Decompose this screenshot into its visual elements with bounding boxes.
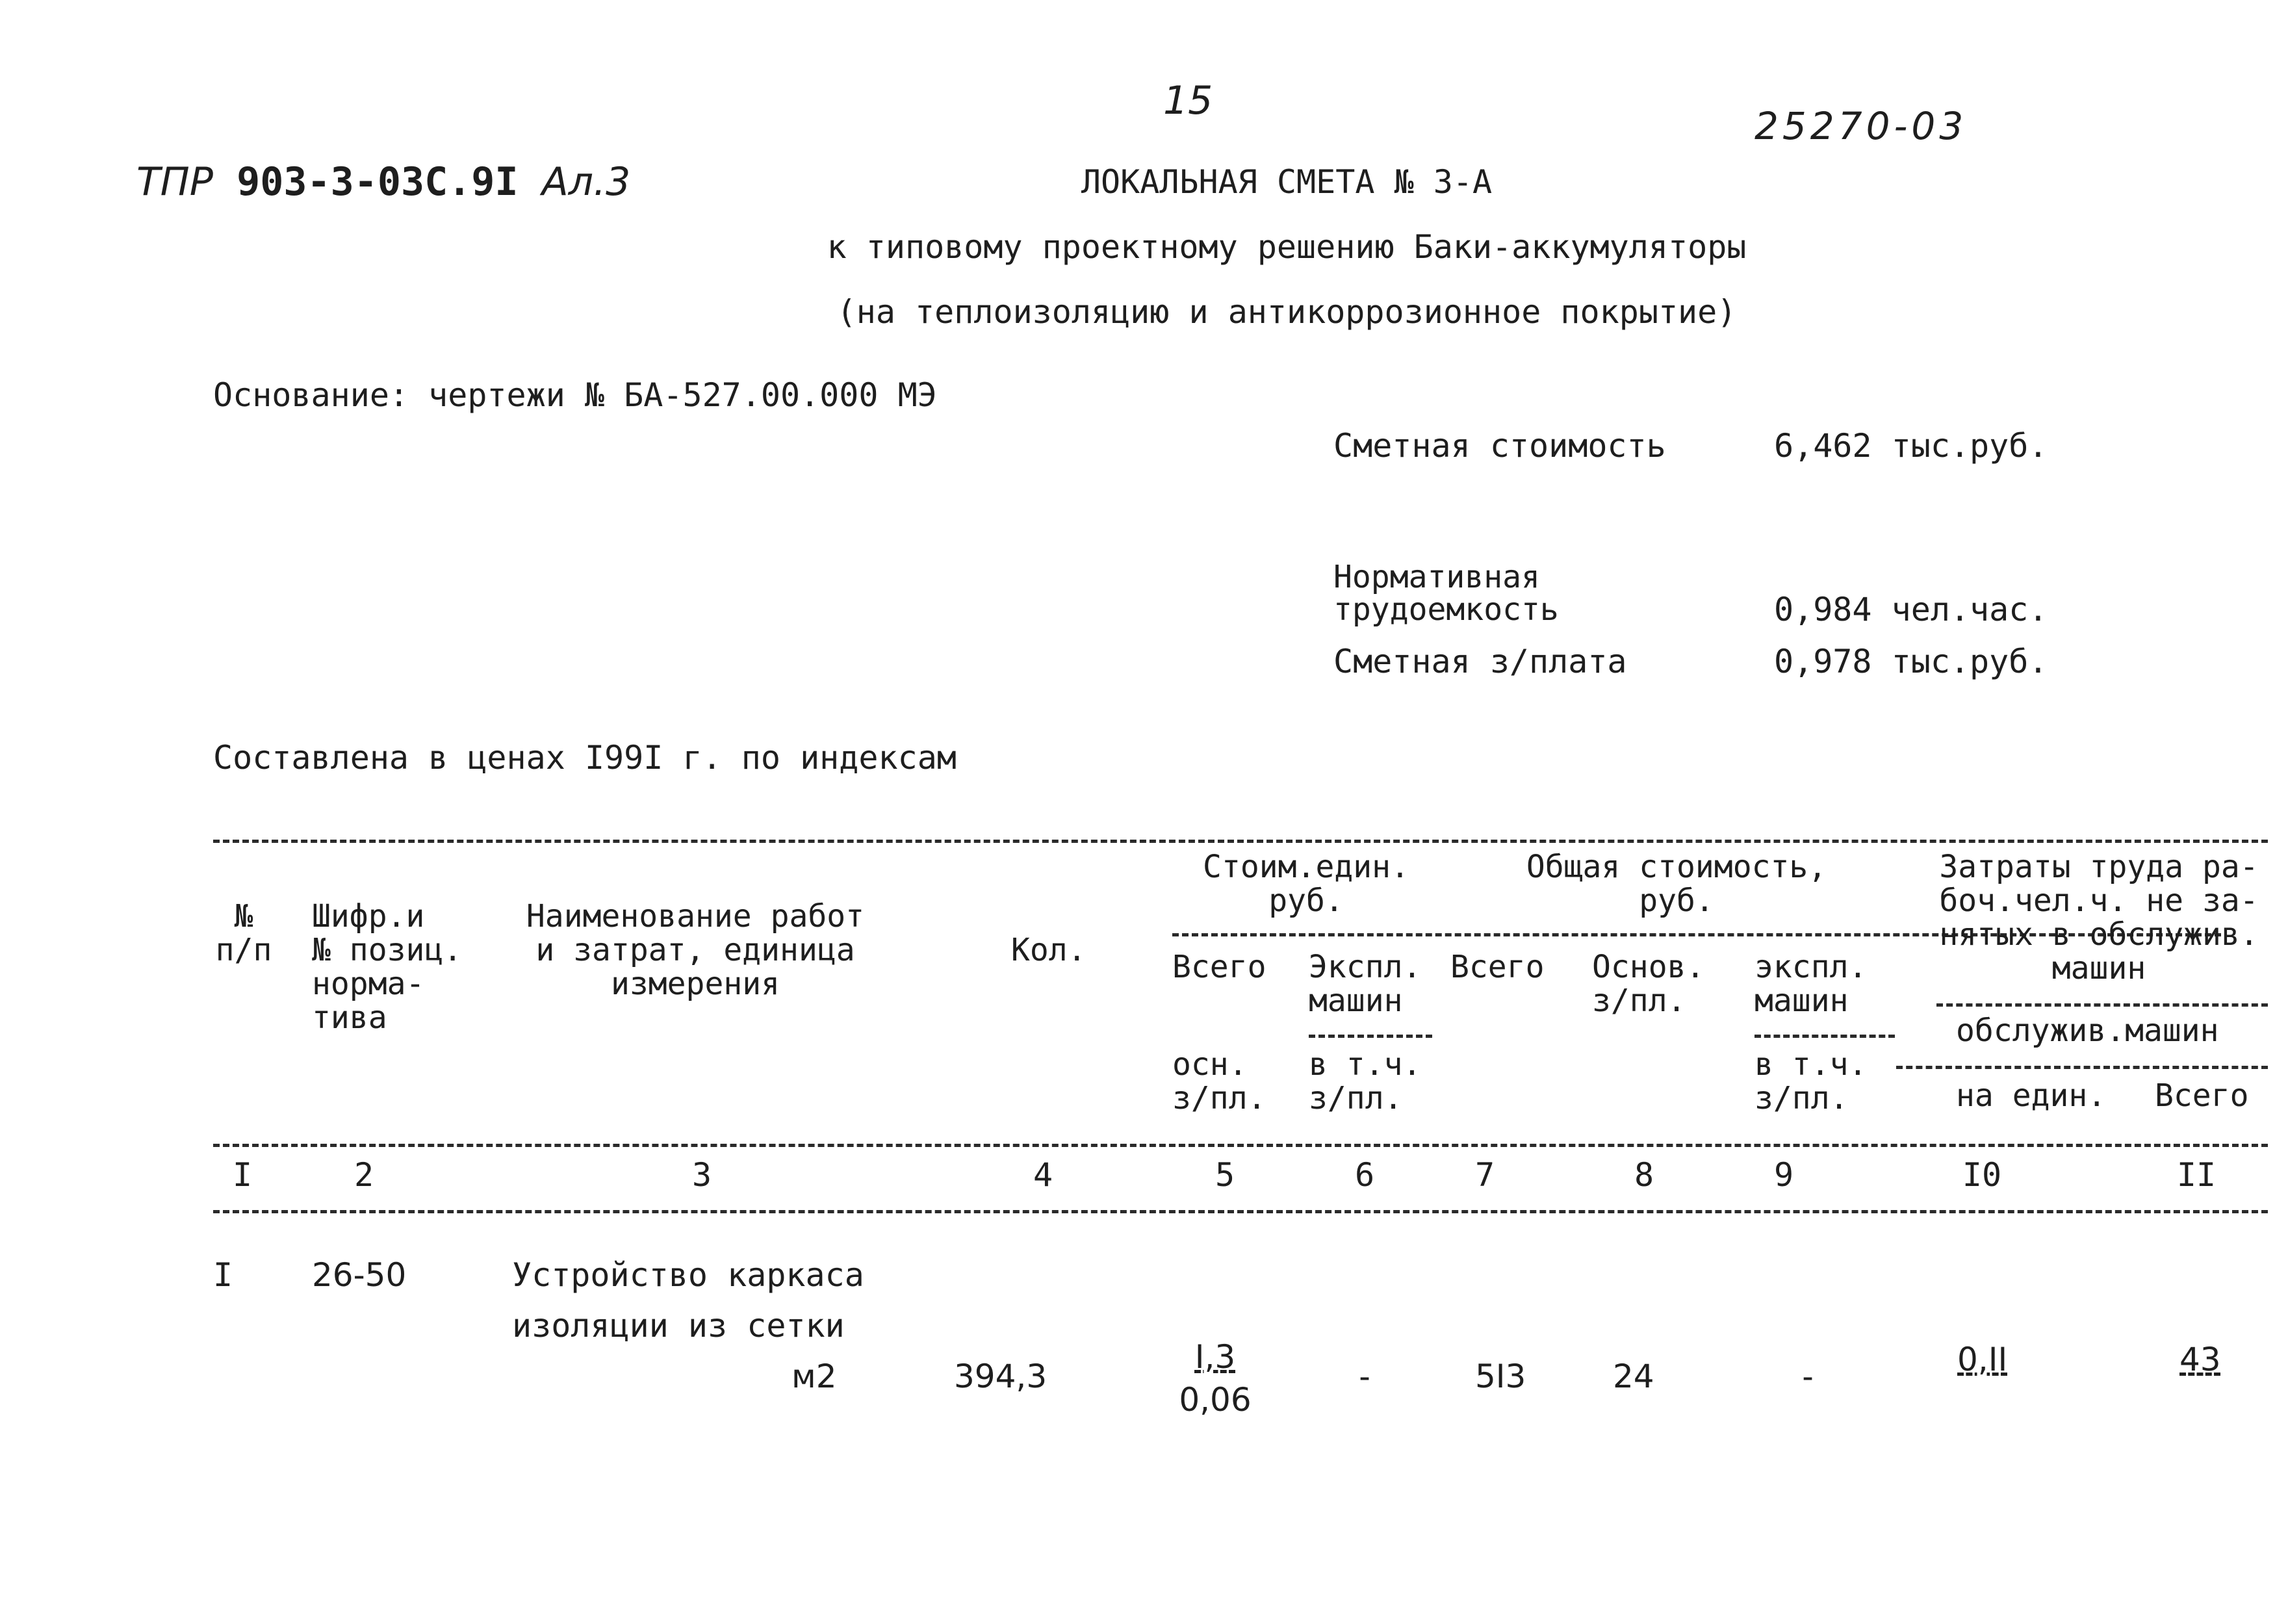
subheader-rule-mid [1755, 1035, 1895, 1038]
header-col-3-line-1: Наименование работ [526, 898, 865, 934]
header-col-9-machines [1755, 950, 1867, 1018]
header-group-unit-line-1: Стоим.един. [1203, 849, 1409, 885]
document-reference [136, 161, 630, 203]
labor-label-2: трудоемкость [1333, 591, 1559, 628]
header-group-total-line-2: руб. [1639, 883, 1714, 919]
column-numbers-rule [213, 1210, 2268, 1213]
header-col-2-line-2: № позиц. [312, 932, 463, 968]
row-1-total: 5I3 [1475, 1358, 1526, 1395]
header-col-6-machines [1309, 950, 1421, 1018]
header-col-8-line-1: Основ. [1592, 949, 1705, 985]
subheader-rule-left [1309, 1035, 1432, 1038]
header-col-3-line-2: и затрат, единица [535, 932, 855, 968]
row-1-code: 26-50 [312, 1256, 407, 1294]
column-number-1: I [232, 1156, 253, 1194]
row-1-number: I [213, 1256, 233, 1294]
header-group-total-cost [1482, 850, 1871, 918]
column-number-5: 5 [1215, 1156, 1235, 1194]
basis-line: Основание: чертежи № БА-527.00.000 МЭ [213, 376, 937, 414]
header-col-6-line-2: машин [1309, 983, 1403, 1019]
header-col-6-incl-wage [1309, 1048, 1421, 1115]
column-number-6: 6 [1354, 1156, 1375, 1194]
header-col-3 [500, 899, 890, 1001]
column-number-11: II [2176, 1156, 2217, 1194]
row-1-total-wage: 24 [1613, 1358, 1654, 1395]
labor-label-1: Нормативная [1333, 559, 1540, 595]
header-group-labor-line-3: нятых в обслужив. [1939, 916, 2259, 953]
row-1-labor-total: 43 [2179, 1341, 2221, 1378]
column-number-8: 8 [1634, 1156, 1654, 1194]
doc-ref-prefix: ТПР [136, 159, 213, 205]
header-group-labor [1923, 850, 2274, 985]
doc-ref-code: 903-3-03С.9I [237, 159, 519, 205]
header-col-1-line-1: № [234, 898, 253, 934]
header-col-3-line-3: измерения [610, 966, 780, 1002]
header-col-9-sub-line-2: з/пл. [1755, 1080, 1849, 1116]
header-bottom-rule [213, 1144, 2268, 1147]
header-col-5-base-wage [1172, 1048, 1266, 1115]
header-col-10-per-unit: на един. [1956, 1077, 2107, 1114]
document-subtitle-2: (на теплоизоляцию и антикоррозионное покрытие) [836, 293, 1737, 331]
subheader-rule-right [1896, 1066, 2268, 1069]
header-col-4: Кол. [1011, 932, 1086, 968]
row-1-unit-cost-wage: 0,06 [1179, 1381, 1252, 1419]
labor-group-rule [1936, 1003, 2268, 1007]
column-number-2: 2 [353, 1156, 374, 1194]
row-1-total-machines: - [1797, 1358, 1818, 1395]
row-1-quantity: 394,3 [954, 1358, 1048, 1395]
cost-label: Сметная стоимость [1333, 427, 1666, 465]
header-col-7-total: Всего [1450, 949, 1545, 985]
header-col-11-total: Всего [2155, 1077, 2249, 1114]
header-col-2 [312, 899, 462, 1035]
header-col-9-sub-line-1: в т.ч. [1755, 1046, 1868, 1083]
wage-label: Сметная з/плата [1333, 643, 1627, 680]
cost-value: 6,462 тыс.руб. [1774, 427, 2048, 465]
row-1-unit-cost-total: I,3 [1194, 1338, 1236, 1376]
header-group-unit-cost [1163, 850, 1449, 918]
column-number-10: I0 [1962, 1156, 2002, 1194]
header-col-5-sub-line-2: з/пл. [1172, 1080, 1266, 1116]
header-col-9-incl-wage [1755, 1048, 1867, 1115]
column-number-3: 3 [691, 1156, 712, 1194]
labor-value: 0,984 чел.час. [1774, 591, 2048, 628]
header-col-2-line-4: тива [312, 999, 387, 1036]
header-col-6-line-1: Экспл. [1309, 949, 1422, 985]
header-col-5-total: Всего [1172, 949, 1266, 985]
header-col-6-sub-line-2: з/пл. [1309, 1080, 1403, 1116]
header-col-2-line-1: Шифр.и [312, 898, 425, 934]
header-col-8-line-2: з/пл. [1592, 983, 1686, 1019]
header-col-1-line-2: п/п [215, 932, 272, 968]
row-1-unit-cost [1163, 1339, 1267, 1418]
header-group-labor-line-1: Затраты труда ра- [1939, 849, 2259, 885]
header-group-total-line-1: Общая стоимость, [1526, 849, 1827, 885]
row-1-name-line-2: изоляции из сетки [512, 1307, 845, 1345]
header-col-5-sub-line-1: осн. [1172, 1046, 1248, 1083]
row-1-labor-per-unit: 0,II [1957, 1341, 2008, 1378]
header-col-6-sub-line-1: в т.ч. [1309, 1046, 1422, 1083]
row-1-name-line-1: Устройство каркаса [512, 1256, 864, 1294]
doc-ref-sheet: Ал.3 [541, 159, 631, 205]
header-group-labor-line-4: машин [2051, 950, 2146, 986]
header-group-unit-line-2: руб. [1268, 883, 1344, 919]
column-number-7: 7 [1474, 1156, 1495, 1194]
prices-note: Составлена в ценах I99I г. по индексам [213, 739, 957, 777]
header-col-1 [208, 899, 279, 967]
header-col-2-line-3: норма- [312, 966, 425, 1002]
column-number-9: 9 [1773, 1156, 1794, 1194]
header-col-9-line-1: экспл. [1755, 949, 1868, 985]
header-col-9-line-2: машин [1755, 983, 1849, 1019]
header-group-labor-line-2: боч.чел.ч. не за- [1939, 883, 2259, 919]
document-subtitle-1: к типовому проектному решению Баки-аккумуляторы [827, 228, 1747, 266]
page-number: 15 [1163, 78, 1213, 123]
header-col-8-wage [1592, 950, 1704, 1018]
row-1-unit-machines: - [1354, 1358, 1375, 1395]
table-top-rule [213, 840, 2268, 843]
row-1-unit: м2 [791, 1358, 837, 1395]
column-number-4: 4 [1033, 1156, 1053, 1194]
document-title: ЛОКАЛЬНАЯ СМЕТА № 3-А [1081, 163, 1493, 201]
wage-value: 0,978 тыс.руб. [1774, 643, 2048, 680]
document-code-handwritten: 25270-03 [1755, 104, 1968, 148]
header-service-machines: обслужив.машин [1956, 1012, 2219, 1049]
